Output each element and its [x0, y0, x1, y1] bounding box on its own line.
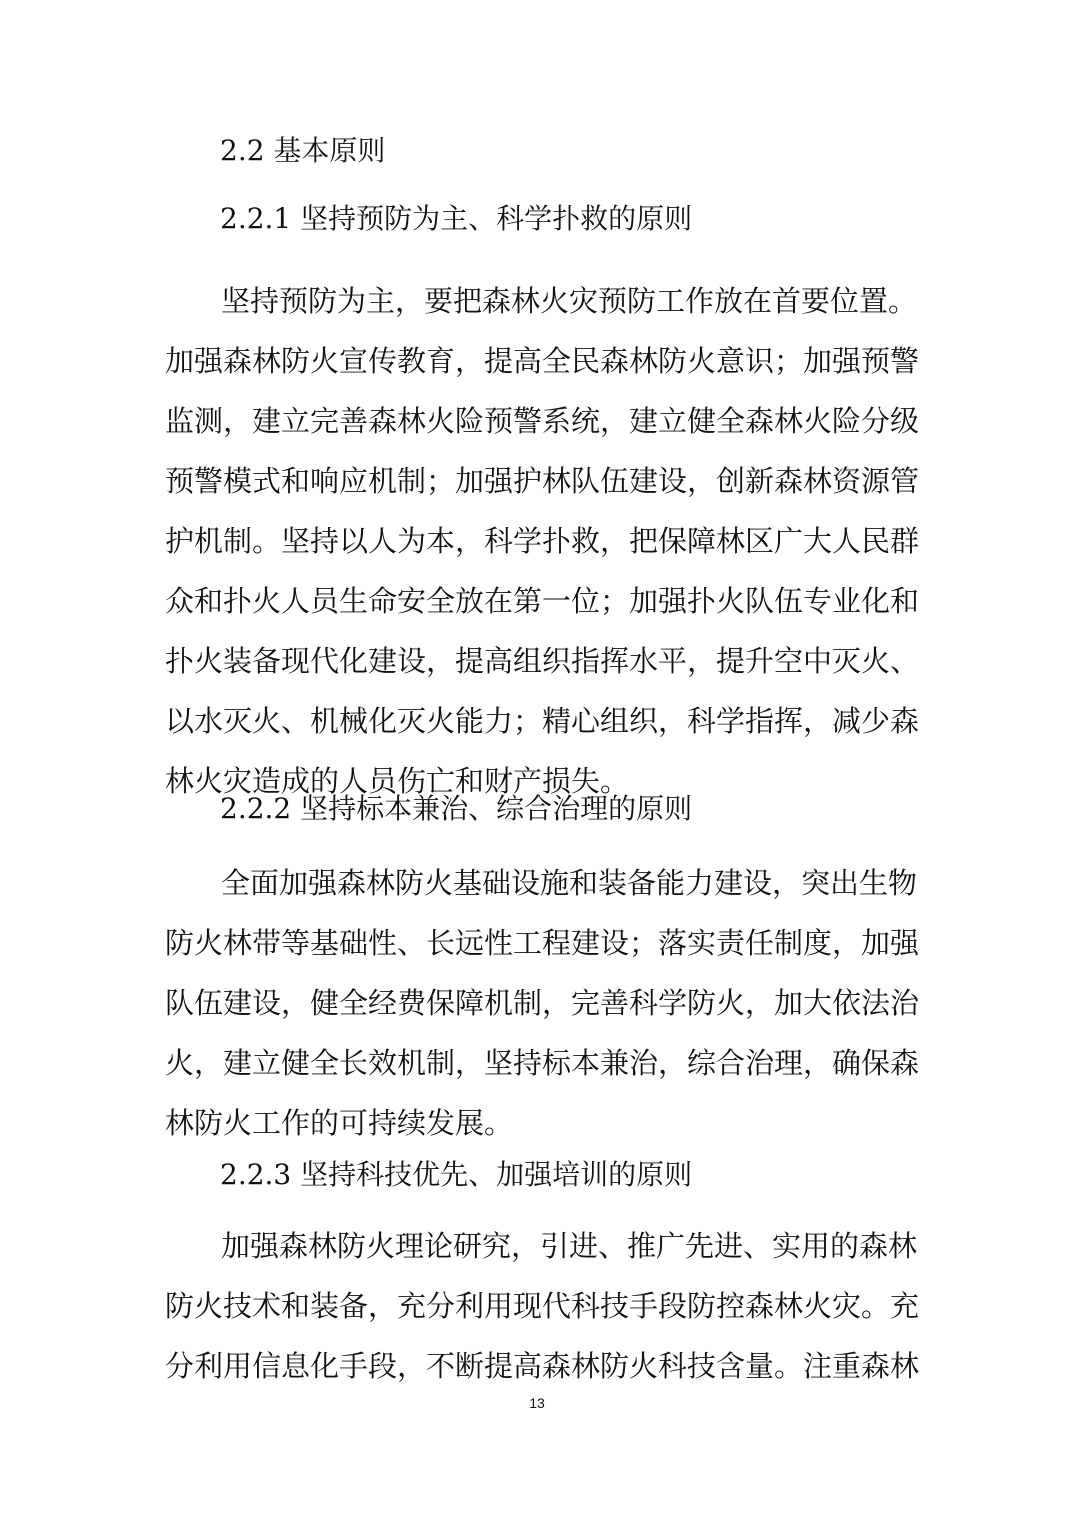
section-heading-2-2-2: 2.2.2 坚持标本兼治、综合治理的原则 — [220, 792, 693, 825]
paragraph-comprehensive — [165, 853, 920, 1153]
paragraph-line: 加强森林防火理论研究，引进、推广先进、实用的森林 — [221, 1229, 918, 1263]
paragraph-line: 全面加强森林防火基础设施和装备能力建设，突出生物 — [221, 866, 918, 900]
paragraph-prevention — [165, 271, 920, 811]
paragraph-line: 队伍建设，健全经费保障机制，完善科学防火，加大依法治 — [165, 986, 920, 1020]
paragraph-technology — [165, 1216, 920, 1396]
section-heading-2-2: 2.2 基本原则 — [220, 134, 386, 167]
paragraph-line: 火，建立健全长效机制，坚持标本兼治，综合治理，确保森 — [165, 1046, 920, 1080]
paragraph-line: 加强森林防火宣传教育，提高全民森林防火意识；加强预警 — [165, 344, 920, 378]
paragraph-line: 监测，建立完善森林火险预警系统，建立健全森林火险分级 — [165, 404, 920, 438]
paragraph-line: 防火林带等基础性、长远性工程建设；落实责任制度，加强 — [165, 926, 920, 960]
page-number: 13 — [529, 1395, 545, 1411]
paragraph-line: 防火技术和装备，充分利用现代科技手段防控森林火灾。充 — [165, 1289, 920, 1323]
paragraph-line: 众和扑火人员生命安全放在第一位；加强扑火队伍专业化和 — [165, 584, 920, 618]
paragraph-line: 坚持预防为主，要把森林火灾预防工作放在首要位置。 — [221, 284, 918, 318]
paragraph-line: 林火灾造成的人员伤亡和财产损失。 — [165, 764, 630, 798]
paragraph-line: 以水灭火、机械化灭火能力；精心组织，科学指挥，减少森 — [165, 704, 920, 738]
paragraph-line: 护机制。坚持以人为本，科学扑救，把保障林区广大人民群 — [165, 524, 920, 558]
paragraph-line: 林防火工作的可持续发展。 — [165, 1106, 514, 1140]
paragraph-line: 扑火装备现代化建设，提高组织指挥水平，提升空中灭火、 — [165, 644, 920, 678]
paragraph-line: 预警模式和响应机制；加强护林队伍建设，创新森林资源管 — [165, 464, 920, 498]
section-heading-2-2-1: 2.2.1 坚持预防为主、科学扑救的原则 — [220, 202, 693, 235]
paragraph-line: 分利用信息化手段，不断提高森林防火科技含量。注重森林 — [165, 1349, 920, 1383]
section-heading-2-2-3: 2.2.3 坚持科技优先、加强培训的原则 — [220, 1158, 693, 1191]
